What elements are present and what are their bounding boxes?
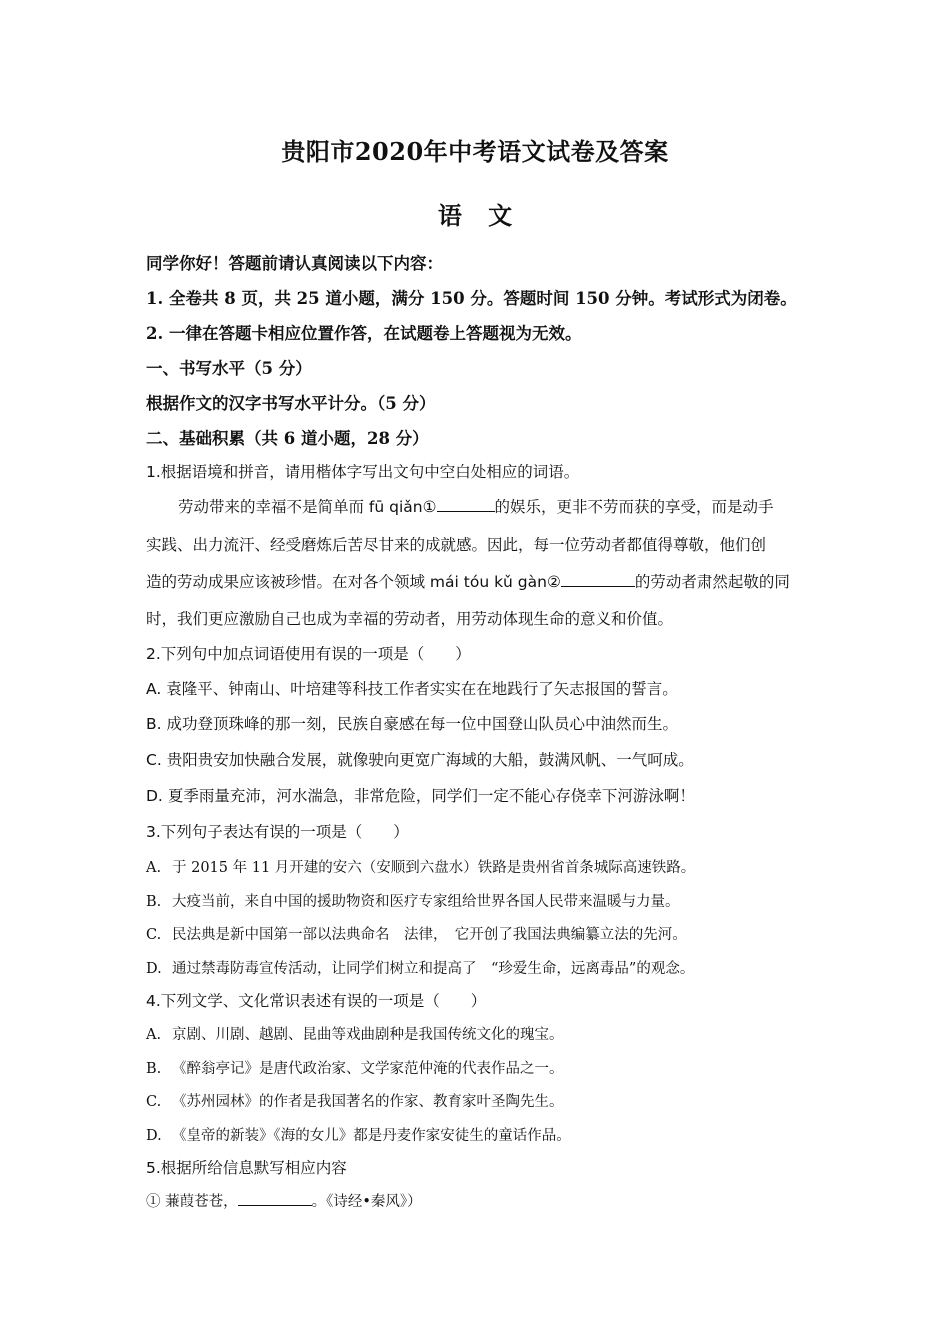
question-1-passage-line-2: 实践、出力流汗、经受磨炼后苦尽甘来的成就感。因此，每一位劳动者都值得尊敬，他们创	[146, 536, 767, 554]
option-text: 《醉翁亭记》是唐代政治家、文学家范仲淹的代表作品之一。	[172, 1061, 564, 1077]
question-3-stem: 3.下列句子表达有误的一项是（ ）	[146, 823, 409, 841]
question-4-option-b	[146, 1057, 826, 1078]
section-1-text: 根据作文的汉字书写水平计分。（5 分）	[146, 394, 436, 413]
option-text: 《皇帝的新装》《海的女儿》都是丹麦作家安徒生的童话作品。	[172, 1128, 571, 1144]
question-4-stem: 4.下列文学、文化常识表述有误的一项是（ ）	[146, 992, 487, 1010]
option-label: D.	[146, 787, 163, 805]
section-1-heading: 一、书写水平（5 分）	[146, 359, 312, 378]
recite-text: 。《诗经•秦风》）	[311, 1194, 422, 1210]
option-text: 袁隆平、钟南山、叶培建等科技工作者实实在在地践行了矢志报国的誓言。	[166, 680, 678, 698]
page-title: 贵阳市2020年中考语文试卷及答案	[281, 137, 669, 166]
section-2-heading: 二、基础积累（共 6 道小题，28 分）	[146, 429, 429, 448]
option-text: 通过禁毒防毒宣传活动，让同学们树立和提高了 “珍爱生命，远离毒品”的观念。	[172, 961, 695, 977]
passage-text: 造的劳动成果应该被珍惜。在对各个领域 mái tóu kǔ gàn②	[146, 573, 561, 591]
option-text: 贵阳贵安加快融合发展，就像驶向更宽广海域的大船，鼓满风帆、一气呵成。	[166, 751, 694, 769]
option-label: C.	[146, 1094, 162, 1110]
recite-text: ① 蒹葭苍苍，	[146, 1194, 238, 1210]
instruction-item-2: 2. 一律在答题卡相应位置作答，在试题卷上答题视为无效。	[146, 324, 582, 343]
option-text: 于 2015 年 11 月开建的安六（安顺到六盘水）铁路是贵州省首条城际高速铁路。	[172, 860, 696, 876]
option-label: B.	[146, 715, 162, 733]
option-text: 京剧、川剧、越剧、昆曲等戏曲剧种是我国传统文化的瑰宝。	[172, 1027, 564, 1043]
option-label: B.	[146, 1061, 162, 1077]
question-2-option-b	[146, 712, 826, 734]
question-2-option-d	[146, 784, 826, 806]
answer-blank-1	[437, 497, 495, 512]
question-4-option-d	[146, 1124, 826, 1145]
option-text: 成功登顶珠峰的那一刻，民族自豪感在每一位中国登山队员心中油然而生。	[166, 715, 679, 733]
option-text: 民法典是新中国第一部以法典命名 法律， 它开创了我国法典编纂立法的先河。	[172, 927, 687, 943]
option-label: B.	[146, 894, 162, 910]
question-5-stem: 5.根据所给信息默写相应内容	[146, 1159, 347, 1177]
question-1-passage-line-1	[178, 495, 818, 517]
option-label: D.	[146, 961, 162, 977]
question-1-passage-line-3	[146, 570, 826, 592]
option-text: 夏季雨量充沛，河水湍急，非常危险，同学们一定不能心存侥幸下河游泳啊！	[167, 787, 695, 805]
question-3-option-b	[146, 890, 826, 911]
option-text: 《苏州园林》的作者是我国著名的作家、教育家叶圣陶先生。	[172, 1094, 564, 1110]
question-3-option-a	[146, 856, 826, 877]
option-label: A.	[146, 860, 162, 876]
answer-blank-2	[561, 572, 635, 587]
question-2-stem: 2.下列句中加点词语使用有误的一项是（ ）	[146, 645, 471, 663]
instruction-item-1: 1. 全卷共 8 页，共 25 道小题，满分 150 分。答题时间 150 分钟。考试形式为闭卷。	[146, 289, 797, 308]
question-5-line-1	[146, 1190, 826, 1211]
subject-heading: 语 文	[437, 201, 513, 230]
option-label: D.	[146, 1128, 162, 1144]
option-label: A.	[146, 680, 162, 698]
option-label: A.	[146, 1027, 162, 1043]
question-2-option-c	[146, 748, 826, 770]
option-text: 大疫当前，来自中国的援助物资和医疗专家组给世界各国人民带来温暖与力量。	[172, 894, 680, 910]
passage-text: 的劳动者肃然起敬的同	[634, 573, 790, 591]
question-2-option-a	[146, 677, 826, 699]
passage-text: 劳动带来的幸福不是简单而 fū qiǎn①	[178, 498, 437, 516]
option-label: C.	[146, 751, 162, 769]
question-3-option-d	[146, 957, 826, 978]
question-1-stem: 1.根据语境和拼音，请用楷体字写出文句中空白处相应的词语。	[146, 463, 580, 481]
question-3-option-c	[146, 923, 826, 944]
option-label: C.	[146, 927, 162, 943]
instructions-greeting: 同学你好！答题前请认真阅读以下内容：	[146, 254, 443, 273]
passage-text: 的娱乐，更非不劳而获的享受，而是动手	[494, 498, 774, 516]
question-1-passage-line-4: 时，我们更应激励自己也成为幸福的劳动者，用劳动体现生命的意义和价值。	[146, 610, 674, 628]
question-4-option-a	[146, 1023, 826, 1044]
answer-blank-3	[238, 1191, 312, 1206]
question-4-option-c	[146, 1090, 826, 1111]
